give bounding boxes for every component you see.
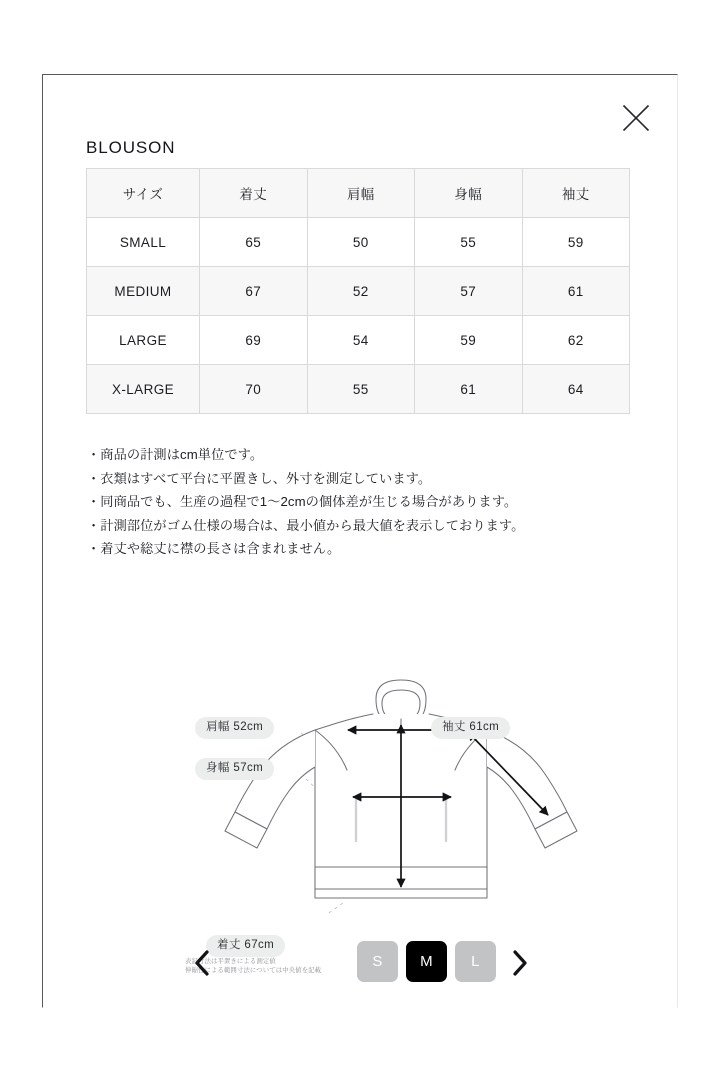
size-pill-group	[357, 941, 496, 982]
cell-sodetake: 59	[522, 218, 630, 267]
note-line: ・衣類はすべて平台に平置きし、外寸を測定しています。	[87, 470, 432, 486]
cell-katahaba: 54	[307, 316, 415, 365]
size-pill-label: M	[420, 953, 433, 970]
cell-kitake: 70	[200, 365, 308, 414]
cell-katahaba: 52	[307, 267, 415, 316]
table-header-row	[87, 169, 630, 218]
fineprint-line-1: 表記寸法は平置きによる測定値	[185, 958, 276, 965]
column-header-size: サイズ	[87, 169, 200, 218]
chevron-right-icon	[511, 949, 529, 982]
cell-kitake: 65	[200, 218, 308, 267]
next-button[interactable]	[493, 935, 547, 995]
chevron-left-icon	[193, 949, 211, 982]
size-selector-bar	[43, 935, 679, 1005]
column-header-kitake: 着丈	[200, 169, 308, 218]
table-row	[87, 267, 630, 316]
label-katahaba: 肩幅 52cm	[195, 717, 274, 739]
measurement-notes	[87, 443, 647, 561]
note-line: ・計測部位がゴム仕様の場合は、最小値から最大値を表示しております。	[87, 517, 525, 533]
cell-sodetake: 61	[522, 267, 630, 316]
size-chart-modal	[42, 74, 678, 1008]
size-pill-l[interactable]	[455, 941, 496, 982]
label-kitake: 着丈 67cm	[206, 935, 285, 957]
note-line: ・商品の計測はcm単位です。	[87, 447, 264, 462]
note-line: ・同商品でも、生産の過程で1〜2cmの個体差が生じる場合があります。	[87, 494, 518, 509]
garment-diagram	[43, 615, 679, 975]
size-pill-m[interactable]	[406, 941, 447, 982]
page-title: BLOUSON	[86, 138, 176, 157]
cell-mihaba: 61	[415, 365, 523, 414]
table-row	[87, 218, 630, 267]
previous-button[interactable]	[175, 935, 229, 995]
label-sodetake: 袖丈 61cm	[431, 717, 510, 739]
cell-size: LARGE	[87, 316, 200, 365]
cell-size: X-LARGE	[87, 365, 200, 414]
cell-sodetake: 64	[522, 365, 630, 414]
blouson-line-drawing	[43, 615, 679, 915]
cell-katahaba: 55	[307, 365, 415, 414]
close-button[interactable]	[614, 96, 658, 140]
close-icon	[621, 103, 651, 133]
fineprint-line-2: 伸縮性による範囲寸法については中央値を記載	[185, 967, 322, 975]
size-pill-label: S	[372, 953, 383, 970]
note-line: ・着丈や総丈に襟の長さは含まれません。	[87, 541, 341, 556]
cell-mihaba: 55	[415, 218, 523, 267]
cell-sodetake: 62	[522, 316, 630, 365]
cell-katahaba: 50	[307, 218, 415, 267]
table-row	[87, 316, 630, 365]
table-row	[87, 365, 630, 414]
size-table	[86, 168, 630, 414]
cell-size: MEDIUM	[87, 267, 200, 316]
cell-size: SMALL	[87, 218, 200, 267]
cell-kitake: 69	[200, 316, 308, 365]
size-pill-label: L	[471, 953, 480, 970]
column-header-mihaba: 身幅	[415, 169, 523, 218]
column-header-katahaba: 肩幅	[307, 169, 415, 218]
size-pill-s[interactable]	[357, 941, 398, 982]
cell-kitake: 67	[200, 267, 308, 316]
cell-mihaba: 57	[415, 267, 523, 316]
label-mihaba: 身幅 57cm	[195, 758, 274, 780]
column-header-sodetake: 袖丈	[522, 169, 630, 218]
cell-mihaba: 59	[415, 316, 523, 365]
